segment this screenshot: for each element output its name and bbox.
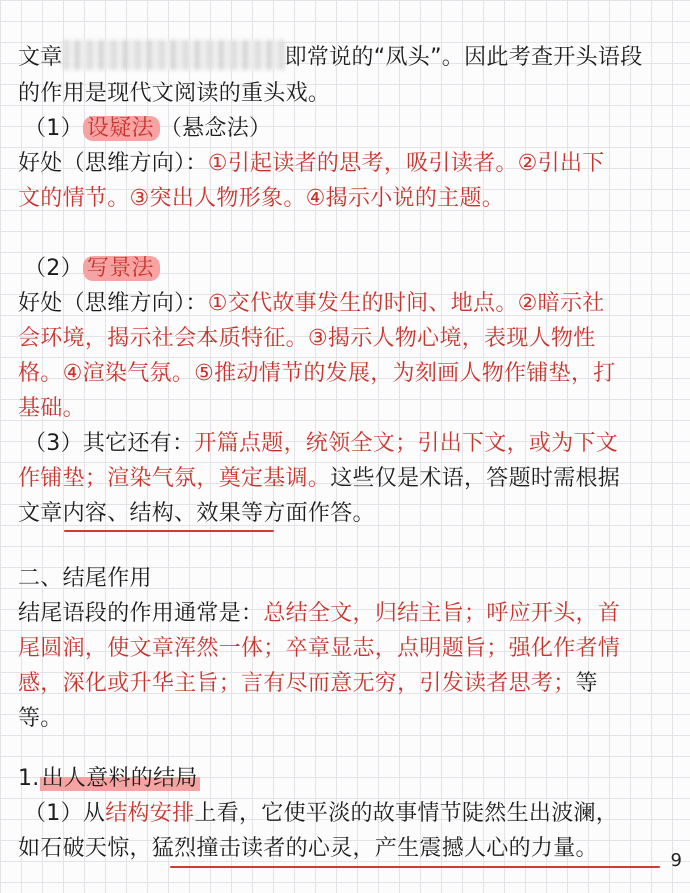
text-line bbox=[18, 702, 63, 736]
text: 结尾语段的作用通常是： bbox=[18, 601, 264, 626]
text-line bbox=[18, 322, 596, 356]
item-number: （1） bbox=[24, 116, 83, 141]
red-underline bbox=[170, 866, 660, 868]
text: 的作用是现代文阅读的重头戏。 bbox=[18, 81, 331, 106]
red-text: ①交代故事发生的时间、地点。②暗示社 bbox=[207, 291, 605, 316]
text-line bbox=[18, 147, 605, 181]
red-text: 作铺垫；渲染气氛，奠定基调。 bbox=[18, 466, 331, 491]
highlight-term: 设疑法 bbox=[83, 116, 160, 141]
text-line bbox=[18, 40, 643, 75]
text: 好处（思维方向）： bbox=[18, 291, 208, 316]
text-line bbox=[18, 182, 504, 216]
text: 上看，它使平淡的故事情节陡然生出波澜， bbox=[194, 801, 619, 826]
red-underline bbox=[64, 530, 274, 532]
text-line bbox=[18, 392, 85, 426]
text: 文章内容、结构、效果等方面作答。 bbox=[18, 501, 375, 526]
red-text: ①引起读者的思考，吸引读者。②引出下 bbox=[207, 151, 605, 176]
item-number: （2） bbox=[24, 256, 83, 281]
text: 即常说的“凤头”。因此考查开头语段 bbox=[284, 45, 643, 70]
red-text: 基础。 bbox=[18, 396, 85, 421]
blurred-region bbox=[63, 40, 285, 70]
red-text: 格。④渲染气氛。⑤推动情节的发展，为刻画人物作铺垫，打 bbox=[18, 361, 616, 386]
highlight-term: 写景法 bbox=[83, 256, 160, 281]
text-line bbox=[18, 832, 598, 866]
text: （3）其它还有： bbox=[24, 431, 195, 456]
text-line bbox=[18, 597, 620, 631]
page-number: 9 bbox=[670, 850, 682, 871]
text: （悬念法） bbox=[159, 116, 272, 141]
text-line bbox=[24, 797, 618, 831]
text-line bbox=[18, 632, 620, 666]
red-text: 文的情节。③突出人物形象。④揭示小说的主题。 bbox=[18, 186, 505, 211]
highlight-term: 出人意料的结局 bbox=[41, 766, 198, 791]
text-line bbox=[18, 667, 598, 701]
red-text: 结构安排 bbox=[105, 801, 195, 826]
red-text: 开篇点题，统领全文；引出下文，或为下文 bbox=[194, 431, 619, 456]
text: （1）从 bbox=[24, 801, 106, 826]
text: 这些仅是术语，答题时需根据 bbox=[330, 466, 621, 491]
red-text: 总结全文，归结主旨；呼应开头，首 bbox=[263, 601, 621, 626]
section-heading bbox=[18, 562, 152, 596]
text-line bbox=[18, 357, 616, 391]
text-line bbox=[18, 287, 605, 321]
red-text: 尾圆润，使文章浑然一体；卒章显志，点明题旨；强化作者情 bbox=[18, 636, 621, 661]
subheading bbox=[18, 762, 200, 796]
text: 好处（思维方向）： bbox=[18, 151, 208, 176]
text: 等。 bbox=[18, 706, 63, 731]
text-line bbox=[24, 427, 618, 461]
item-number: 1. bbox=[18, 766, 40, 791]
text: 文章 bbox=[18, 45, 63, 70]
text: 等 bbox=[575, 671, 598, 696]
text: 二、结尾作用 bbox=[18, 566, 152, 591]
heading-method-2 bbox=[24, 252, 160, 286]
text-line bbox=[18, 497, 375, 531]
heading-method-1 bbox=[24, 112, 271, 146]
text: 如石破天惊，猛烈撞击读者的心灵，产生震撼人心的力量。 bbox=[18, 836, 598, 861]
red-text: 感，深化或升华主旨；言有尽而意无穷，引发读者思考； bbox=[18, 671, 576, 696]
red-text: 会环境，揭示社会本质特征。③揭示人物心境，表现人物性 bbox=[18, 326, 596, 351]
text-line bbox=[18, 77, 330, 111]
text-line bbox=[18, 462, 620, 496]
